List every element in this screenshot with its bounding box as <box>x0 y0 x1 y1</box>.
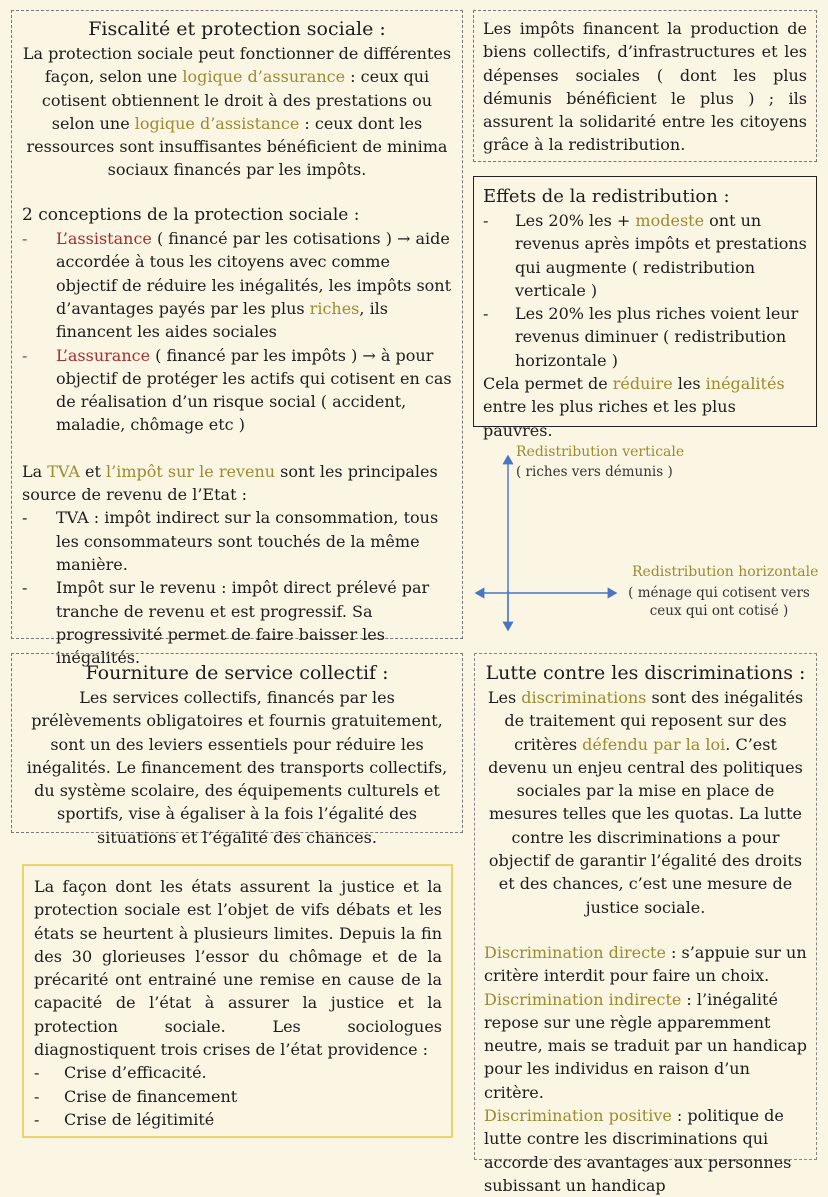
dash-marker: - <box>22 578 28 598</box>
assistance-term: L’assistance <box>56 229 152 249</box>
fourniture-title: Fourniture de service collectif : <box>85 662 389 684</box>
effets-item-riches: - Les 20% les plus riches voient leur revenus diminuer ( redistribution horizontale ) <box>483 304 799 370</box>
impots-section <box>473 10 817 162</box>
indirecte-term: Discrimination indirecte <box>484 989 682 1009</box>
crise-item: - Crise de légitimité <box>34 1108 442 1131</box>
dash-marker: - <box>22 345 28 365</box>
conceptions-heading: 2 conceptions de la protection sociale : <box>22 204 360 225</box>
crises-section <box>22 864 453 1138</box>
riches-term: riches <box>309 298 360 318</box>
logique-assurance-term: logique d’assurance <box>182 67 346 87</box>
impots-text: Les impôts financent la production de biens collectifs, d’infrastructures et les dépenses sociales ( dont les plus démunis bénéficient le plus ) ; ils assurent la solidarité entre les citoyens grâce à la redistribution. <box>483 19 807 155</box>
vertical-sub: ( riches vers démunis ) <box>516 464 673 480</box>
impot-revenu-term: l’impôt sur le revenu <box>106 461 276 481</box>
vertical-label: Redistribution verticale <box>516 444 685 460</box>
effets-item-modeste: - Les 20% les + modeste ont un revenus après impôts et prestations qui augmente ( redistribution verticale ) <box>483 211 807 300</box>
tva-intro: La TVA et l’impôt sur le revenu sont les principales source de revenu de l’Etat : <box>22 461 438 505</box>
dash-marker: - <box>34 1086 40 1106</box>
inegalites-term: inégalités <box>705 374 785 394</box>
dash-marker: - <box>34 1063 40 1083</box>
effets-section <box>473 176 817 440</box>
crises-text: La façon dont les états assurent la justice et la protection sociale est l’objet de vifs débats et les états se heurtent à plusieurs limites. Depuis la fin des 30 glorieuses l’essor du chômage et de la précarité ont entrainé une remise en cause de la capacité de l’état à assurer la justice et la protection sociale. Les sociologues diagnostiquent trois crises de l’état providence : <box>34 877 442 1060</box>
tva-term: TVA <box>47 461 80 481</box>
effets-title: Effets de la redistribution : <box>483 186 730 207</box>
assistance-item: - L’assistance ( financé par les cotisations ) → aide accordée à tous les citoyens avec comme objectif de réduire les inégalités, les impôts sont d’avantages payés par les plus riches, ils financent les aides sociales <box>22 229 452 342</box>
discrim-title: Lutte contre les discriminations : <box>485 662 806 684</box>
discrim-intro: Les discriminations sont des inégalités de traitement qui reposent sur des critères défendu par la loi. C’est devenu un enjeu central des politiques sociales par la mise en place de mesures telles que les quotas. La lutte contre les discriminations a pour objectif de garantir l’égalité des droits et des chances, c’est une mesure de justice sociale. <box>487 688 804 917</box>
crise-item: - Crise de financement <box>34 1085 442 1108</box>
positive-term: Discrimination positive <box>484 1106 672 1126</box>
modeste-term: modeste <box>635 211 705 230</box>
discriminations-term: discriminations <box>521 688 647 707</box>
assurance-item: - L’assurance ( financé par les impôts ) → à pour objectif de protéger les actifs qui cotisent en cas de réalisation d’un risque social ( accident, maladie, chômage etc ) <box>22 345 452 435</box>
logique-assistance-term: logique d’assistance <box>134 113 300 133</box>
dash-marker: - <box>22 229 28 249</box>
discrim-positive: Discrimination positive : politique de lutte contre les discriminations qui accorde des avantages aux personnes subissant un handicap <box>484 1106 792 1195</box>
defendu-loi-term: défendu par la loi <box>582 734 726 754</box>
assurance-term: L’assurance <box>56 345 151 365</box>
fiscalite-title: Fiscalité et protection sociale : <box>88 18 386 40</box>
crise-item: - Crise d’efficacité. <box>34 1061 442 1084</box>
discrim-indirecte: Discrimination indirecte : l’inégalité repose sur une règle apparemment neutre, mais se traduit par un handicap pour les individus en raison d’un critère. <box>484 989 807 1102</box>
horizontal-sub: ( ménage qui cotisent vers ceux qui ont cotisé ) <box>628 585 810 619</box>
fiscalite-intro: La protection sociale peut fonctionner de différentes façon, selon une logique d’assurance : ceux qui cotisent obtiennent le droit à des prestations ou selon une logique d’assistance : ceux dont les ressources sont insuffisantes bénéficient de minima sociaux financés par les impôts. <box>22 44 452 180</box>
impot-revenu-item: - Impôt sur le revenu : impôt direct prélevé par tranche de revenu et est progressif. Sa progressivité permet de faire baisser les inégalités. <box>22 578 430 668</box>
tva-item: - TVA : impôt indirect sur la consommation, tous les consommateurs sont touchés de la même manière. <box>22 508 439 574</box>
discrim-directe: Discrimination directe : s’appuie sur un critère interdit pour faire un choix. <box>484 942 807 986</box>
effets-conclusion: Cela permet de réduire les inégalités entre les plus riches et les plus pauvres. <box>483 374 785 440</box>
dash-marker: - <box>483 304 489 324</box>
dash-marker: - <box>22 508 28 528</box>
dash-marker: - <box>483 211 489 230</box>
dash-marker: - <box>34 1109 40 1129</box>
reduire-term: réduire <box>612 374 673 394</box>
fourniture-text: Les services collectifs, financés par les prélèvements obligatoires et fournis gratuitement, sont un des leviers essentiels pour réduire les inégalités. Le financement des transports collectifs, du système scolaire, des équipements culturels et sportifs, vise à égaliser à la fois l’égalité des situations et l’égalité des chances. <box>26 688 448 847</box>
horizontal-label: Redistribution horizontale <box>632 564 819 580</box>
fourniture-section <box>11 653 463 847</box>
discrim-section <box>474 653 817 1195</box>
directe-term: Discrimination directe <box>484 942 666 962</box>
fiscalite-section <box>11 10 463 668</box>
